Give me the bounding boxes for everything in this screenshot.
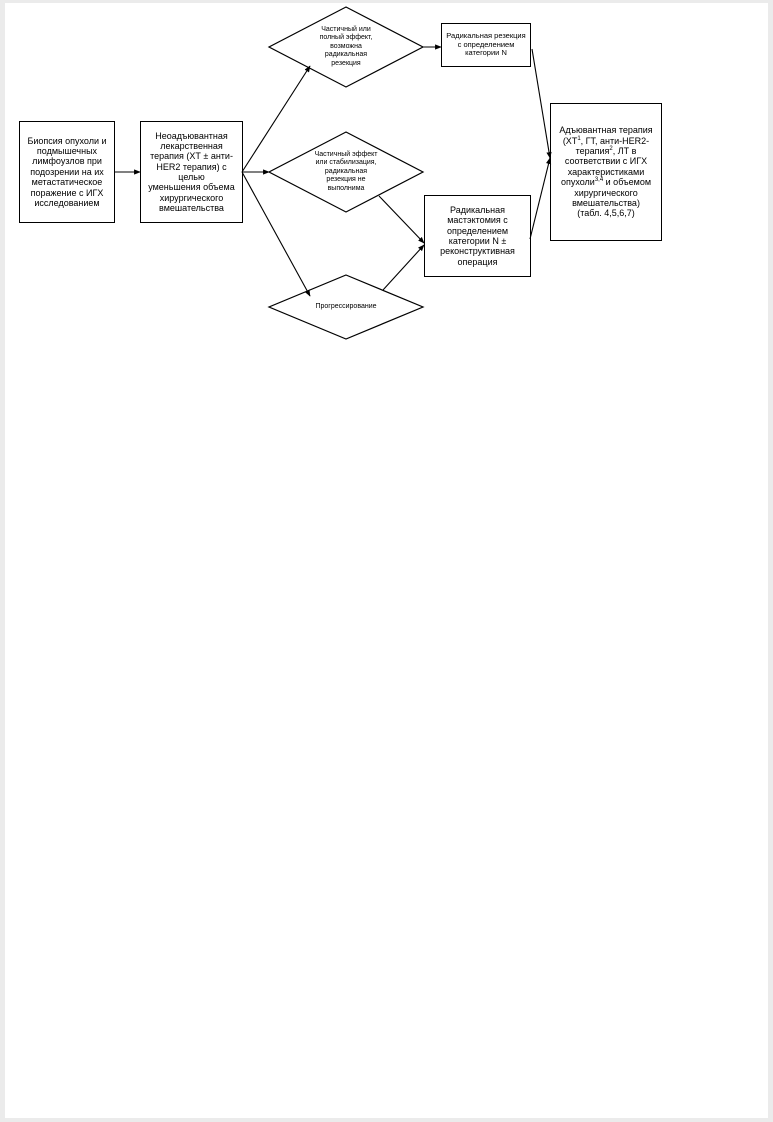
response-full-label: Частичный или полный эффект, возможна радикальная резекция <box>319 26 373 67</box>
neoadjuvant-box <box>140 121 243 223</box>
footnote-3-4: 3,4 <box>594 177 604 184</box>
arrow-mastectomy-to-adjuvant <box>530 158 550 239</box>
radical-resection-text: Радикальная резекция с определением категории N <box>446 31 526 58</box>
arrow-resection-to-adjuvant <box>532 49 550 158</box>
neoadjuvant-text: Неоадъювантная лекарственная терапия (ХТ ± анти- HER2 терапия) с целью уменьшения объема хирургического вмешательства <box>148 130 235 214</box>
footnote-1: 1 <box>577 135 581 142</box>
adjuvant-therapy-text: Адъювантная терапия ($ХТ^1$, ГТ, анти-HER2- терапия$^2$, ЛТ в соответствии с ИГХ характеристиками опухоли$^{3,4}$ и объемом хирургического вмешательства) (табл. 4,5,6,7) <box>559 125 653 219</box>
radical-resection-box <box>441 23 531 67</box>
response-partial-label: Частичный эффект или стабилизация, радикальная резекция не выполнима <box>314 151 378 192</box>
adjuvant-therapy-box <box>550 103 662 241</box>
biopsy-text: Биопсия опухоли и подмышечных лимфоузлов при подозрении на их метастатическое поражение с ИГХ исследованием <box>27 135 107 208</box>
arrow-response-partial-to-mastectomy <box>379 196 424 243</box>
mastectomy-box <box>424 195 531 277</box>
arrow-progression-to-mastectomy <box>383 245 424 290</box>
document-page <box>5 3 768 1118</box>
progression-label: Прогрессирование <box>315 302 377 310</box>
mastectomy-text: Радикальная мастэктомия с определением категории N ± реконструктивная операция <box>440 204 515 267</box>
biopsy-box <box>19 121 115 223</box>
footnote-2: 2 <box>609 146 613 153</box>
